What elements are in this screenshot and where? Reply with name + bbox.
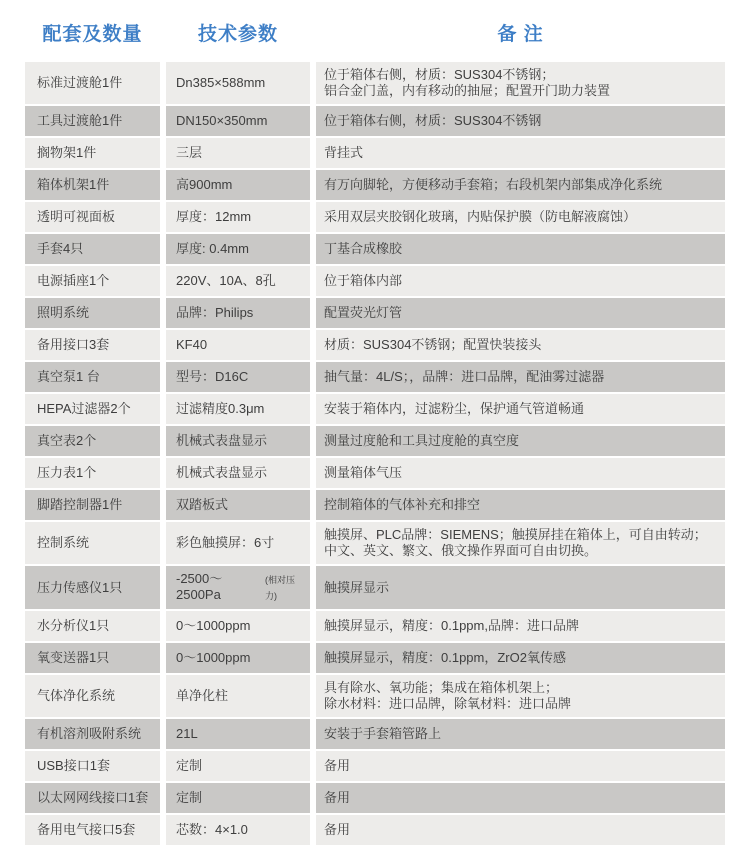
table-row (25, 426, 725, 456)
cell-accessory-name (25, 170, 160, 200)
cell-accessory-name (25, 394, 160, 424)
accessory-name-text: 压力表1个 (37, 465, 97, 480)
cell-accessory-name (25, 362, 160, 392)
table-row (25, 138, 725, 168)
table-row (25, 675, 725, 717)
remark-text: 采用双层夹胶钢化玻璃，内贴保护膜（防电解液腐蚀） (324, 209, 637, 224)
cell-accessory-name (25, 566, 160, 609)
cell-remark (316, 106, 725, 136)
accessory-name-text: 箱体机架1件 (37, 177, 110, 192)
remark-text: 触摸屏显示 (324, 579, 390, 595)
cell-accessory-name (25, 458, 160, 488)
cell-technical-parameter (166, 675, 310, 717)
technical-parameter-text: 机械式表盘显示 (176, 465, 268, 480)
cell-remark (316, 751, 725, 781)
header-accessories-quantity: 配套及数量 (42, 24, 143, 45)
cell-technical-parameter (166, 394, 310, 424)
cell-accessory-name (25, 611, 160, 641)
cell-technical-parameter (166, 138, 310, 168)
accessory-name-text: 压力传感仪1只 (37, 579, 123, 595)
cell-accessory-name (25, 783, 160, 813)
accessory-name-text: 照明系统 (37, 305, 90, 320)
cell-remark (316, 675, 725, 717)
remark-text: 丁基合成橡胶 (324, 241, 403, 256)
remark-text: 触摸屏显示，精度：0.1ppm,品牌：进口品牌 (324, 618, 579, 633)
technical-parameter-text: 型号：D16C (176, 369, 249, 384)
table-row (25, 490, 725, 520)
header-remarks: 备 注 (497, 24, 544, 45)
table-header-row (25, 24, 750, 46)
table-row (25, 106, 725, 136)
accessory-name-text: 氧变送器1只 (37, 650, 110, 665)
cell-accessory-name (25, 751, 160, 781)
remark-text: 备用 (324, 790, 351, 805)
remark-text: 抽气量：4L/S；，品牌：进口品牌，配油雾过滤器 (324, 369, 605, 384)
remark-text: 测量箱体气压 (324, 465, 403, 480)
cell-accessory-name (25, 138, 160, 168)
cell-accessory-name (25, 330, 160, 360)
technical-parameter-text: 定制 (176, 790, 203, 805)
cell-remark (316, 566, 725, 609)
cell-technical-parameter (166, 106, 310, 136)
cell-accessory-name (25, 643, 160, 673)
technical-parameter-text: 芯数：4×1.0 (176, 822, 248, 837)
cell-technical-parameter (166, 815, 310, 845)
cell-technical-parameter (166, 490, 310, 520)
technical-parameter-text: 品牌：Philips (176, 305, 254, 320)
cell-technical-parameter (166, 719, 310, 749)
accessory-name-text: 透明可视面板 (37, 209, 116, 224)
remark-text: 安装于手套箱管路上 (324, 726, 442, 741)
technical-parameter-text: 过滤精度0.3μm (176, 401, 265, 416)
accessory-name-text: 备用接口3套 (37, 337, 110, 352)
cell-remark (316, 490, 725, 520)
table-row (25, 458, 725, 488)
technical-parameter-text: Dn385×588mm (176, 75, 266, 90)
cell-accessory-name (25, 234, 160, 264)
accessory-name-text: 脚踏控制器1件 (37, 497, 123, 512)
technical-parameter-text: 彩色触摸屏：6寸 (176, 535, 275, 550)
remark-text: 材质：SUS304不锈钢；配置快装接头 (324, 337, 542, 352)
accessory-name-text: 备用电气接口5套 (37, 822, 136, 837)
cell-remark (316, 62, 725, 104)
cell-remark (316, 522, 725, 564)
cell-accessory-name (25, 426, 160, 456)
technical-parameter-text: 高900mm (176, 177, 233, 192)
table-row (25, 62, 725, 104)
header-technical-parameters: 技术参数 (197, 24, 278, 45)
cell-technical-parameter (166, 330, 310, 360)
cell-remark (316, 394, 725, 424)
table-row (25, 522, 725, 564)
table-row (25, 751, 725, 781)
table-row (25, 170, 725, 200)
cell-accessory-name (25, 298, 160, 328)
remark-text: 备用 (324, 822, 351, 837)
cell-technical-parameter (166, 202, 310, 232)
cell-accessory-name (25, 106, 160, 136)
cell-technical-parameter (166, 266, 310, 296)
cell-remark (316, 330, 725, 360)
cell-accessory-name (25, 675, 160, 717)
remark-text: 位于箱体内部 (324, 273, 403, 288)
accessory-name-text: 有机溶剂吸附系统 (37, 726, 142, 741)
cell-remark (316, 783, 725, 813)
remark-text: 除水材料：进口品牌，除氧材料：进口品牌 (324, 696, 572, 711)
accessory-name-text: 工具过渡舱1件 (37, 113, 123, 128)
remark-text: 位于箱体右侧，材质：SUS304不锈钢 (324, 113, 542, 128)
cell-accessory-name (25, 266, 160, 296)
technical-parameter-text: KF40 (176, 337, 208, 352)
table-row (25, 266, 725, 296)
spec-table (25, 62, 725, 845)
remark-text: 背挂式 (324, 145, 364, 160)
technical-parameter-text: 厚度: 0.4mm (176, 241, 249, 256)
cell-technical-parameter (166, 783, 310, 813)
accessory-name-text: 手套4只 (37, 241, 84, 256)
cell-remark (316, 611, 725, 641)
technical-parameter-text: -2500～2500Pa (176, 571, 223, 602)
cell-remark (316, 202, 725, 232)
table-row (25, 202, 725, 232)
cell-technical-parameter (166, 458, 310, 488)
table-row (25, 362, 725, 392)
accessory-name-text: 气体净化系统 (37, 688, 116, 703)
technical-parameter-text: 三层 (176, 145, 203, 160)
cell-remark (316, 643, 725, 673)
cell-technical-parameter (166, 362, 310, 392)
cell-technical-parameter (166, 62, 310, 104)
accessory-name-text: 以太网网线接口1套 (37, 790, 149, 805)
cell-accessory-name (25, 719, 160, 749)
technical-parameter-text: 单净化柱 (176, 688, 229, 703)
cell-remark (316, 362, 725, 392)
table-row (25, 330, 725, 360)
accessory-name-text: 电源插座1个 (37, 273, 110, 288)
technical-parameter-text: 厚度：12mm (176, 209, 252, 224)
remark-text: 测量过度舱和工具过度舱的真空度 (324, 433, 520, 448)
technical-parameter-text: 0～1000ppm (176, 618, 251, 633)
accessory-name-text: 水分析仪1只 (37, 618, 110, 633)
cell-remark (316, 266, 725, 296)
cell-technical-parameter (166, 566, 310, 609)
cell-technical-parameter (166, 170, 310, 200)
cell-accessory-name (25, 490, 160, 520)
table-row (25, 394, 725, 424)
cell-accessory-name (25, 815, 160, 845)
table-row (25, 298, 725, 328)
accessory-name-text: 控制系统 (37, 535, 90, 550)
cell-remark (316, 719, 725, 749)
technical-parameter-text: 0～1000ppm (176, 650, 251, 665)
remark-text: 备用 (324, 758, 351, 773)
cell-remark (316, 426, 725, 456)
cell-technical-parameter (166, 751, 310, 781)
cell-remark (316, 170, 725, 200)
table-row (25, 566, 725, 609)
remark-text: 安装于箱体内，过滤粉尘，保护通气管道畅通 (324, 401, 585, 416)
technical-parameter-text: 双踏板式 (176, 497, 229, 512)
technical-parameter-text: 定制 (176, 758, 203, 773)
cell-technical-parameter (166, 611, 310, 641)
remark-text: 配置荧光灯管 (324, 305, 403, 320)
technical-parameter-text: 220V、10A、8孔 (176, 273, 276, 288)
cell-technical-parameter (166, 234, 310, 264)
cell-technical-parameter (166, 298, 310, 328)
cell-technical-parameter (166, 426, 310, 456)
technical-parameter-text: DN150×350mm (176, 113, 268, 128)
technical-parameter-text: 21L (176, 726, 198, 741)
remark-text: 控制箱体的气体补充和排空 (324, 497, 481, 512)
technical-parameter-text: 机械式表盘显示 (176, 433, 268, 448)
table-row (25, 783, 725, 813)
remark-text: 触摸屏显示，精度：0.1ppm，ZrO2氧传感 (324, 650, 566, 665)
remark-text: 位于箱体右侧，材质：SUS304不锈钢； (324, 67, 555, 82)
accessory-name-text: 真空表2个 (37, 433, 97, 448)
table-row (25, 719, 725, 749)
remark-text: 铝合金门盖，内有移动的抽屉；配置开门助力装置 (324, 83, 611, 98)
technical-parameter-note: (相对压力) (264, 575, 295, 601)
accessory-name-text: 真空泵1 台 (37, 369, 100, 384)
table-row (25, 643, 725, 673)
cell-technical-parameter (166, 522, 310, 564)
table-row (25, 234, 725, 264)
accessory-name-text: 搁物架1件 (37, 145, 97, 160)
table-row (25, 815, 725, 845)
cell-remark (316, 234, 725, 264)
cell-accessory-name (25, 202, 160, 232)
table-row (25, 611, 725, 641)
accessory-name-text: HEPA过滤器2个 (37, 401, 131, 416)
cell-technical-parameter (166, 643, 310, 673)
remark-text: 触摸屏、PLC品牌：SIEMENS；触摸屏挂在箱体上，可自由转动； (324, 527, 707, 542)
remark-text: 中文、英文、繁文、俄文操作界面可自由切换。 (324, 543, 598, 558)
cell-accessory-name (25, 62, 160, 104)
accessory-name-text: 标准过渡舱1件 (37, 75, 123, 90)
cell-remark (316, 458, 725, 488)
remark-text: 有万向脚轮，方便移动手套箱；右段机架内部集成净化系统 (324, 177, 663, 192)
cell-remark (316, 815, 725, 845)
cell-accessory-name (25, 522, 160, 564)
accessory-name-text: USB接口1套 (37, 758, 110, 773)
cell-remark (316, 138, 725, 168)
cell-remark (316, 298, 725, 328)
remark-text: 具有除水、氧功能；集成在箱体机架上； (324, 680, 559, 695)
